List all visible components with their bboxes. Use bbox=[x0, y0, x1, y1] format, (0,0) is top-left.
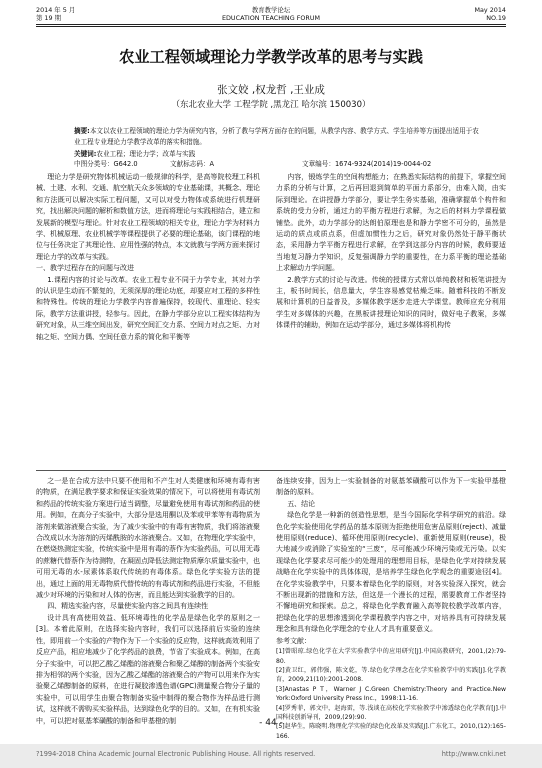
journal-name-cn: 教育教学论坛 bbox=[251, 6, 291, 14]
document-code: 文献标志码：A bbox=[170, 160, 215, 168]
reference-item: [4]罗秀菲，郭文中，赵海雷，等.浅谈在高校化学实验教学中渗透绿色化学教育[J].中国科技创新导刊，2009,(29):90. bbox=[276, 704, 506, 721]
section-heading: 五、结论 bbox=[287, 499, 316, 508]
reference-item: [1]曾昭琼.绿色化学在大学实验教学中的应用研究[J].中国高教研究，2001,(2):79-80. bbox=[276, 648, 506, 665]
paragraph: 理论力学是研究物体机械运动一般规律的科学，是高等院校理工科机械、土建、水利、交通、航空航天众多领域的专业基础课，其概念、理论和方法既可以解决实际工程问题，又可以对受力物体或系统进行机理研究，找出解决问题的解析和数值方法，进而将理论与实践相结合，建立和发展新的模型与理论。针对农业工程领域的相关专业，理论力学为材料力学、机械原理、农业机械学等课程提供了必要的理论基础，该门课程的地位与任务决定了其理论性、应用性强的特点，本文就教与学两方面来探讨理论力学的改革与实践。 bbox=[36, 173, 260, 261]
section-heading: 四、精选实验内容，尽量使实验内容之间具有连续性 bbox=[47, 602, 209, 611]
copyright-text: ?1994-2018 China Academic Journal Electronic Publishing House. All rights reserved. bbox=[36, 750, 316, 758]
body-column-left-top bbox=[36, 172, 260, 466]
references-label: 参考文献： bbox=[276, 636, 311, 645]
issue-number-en: NO.19 bbox=[486, 14, 506, 22]
paragraph: 备连续安排，因为上一实验制备的对氨基苯磺酸可以作为下一实验甲基橙制备的原料。 bbox=[276, 477, 506, 497]
article-title: 农业工程领域理论力学教学改革的思考与实践 bbox=[119, 48, 423, 66]
clc-code: 中图分类号：G642.0 bbox=[74, 160, 138, 168]
section-divider bbox=[36, 470, 506, 471]
paragraph: 1.课程内容的讨论与改革。农业工程专业不同于力学专业，其对力学的认识是生动而不繁复的，无须深厚的理论功底，却要应对工程的多样性和特殊性。传统的理论力学教学内容普遍保持，较现代、重理论、轻实际，教学方法重讲授，轻参与。因此，在静力学部分应以工程实体结构为研究对象，从三维空间出发，研究空间汇交力系、空间力对点之矩、力对轴之矩、空间力偶、空间任意力系的简化和平衡等 bbox=[36, 275, 260, 341]
issue-number: 第 19 期 bbox=[36, 14, 61, 22]
article-authors: 张文姣 ,权龙哲 ,王业成 bbox=[217, 84, 325, 96]
classification-line bbox=[74, 158, 480, 167]
paragraph: 之一是在合成方法中只要不使用和不产生对人类健康和环境有毒有害的物质，在满足教学要求和保证实验效果的情况下，可以将使用有毒试剂和药品的传统实验方案进行适当调整，尽量避免使用有毒试剂和药品的使用。例如，在高分子实验中，大部分是选用酮以及苯或甲苯等有毒物质为溶剂来做溶液聚合实验，为了减少实验中的有毒有害物质，我们将溶液聚合改成以水为溶剂的丙烯酰胺的水溶液聚合。又如，在物理化学实验中，在燃烧热测定实验，传统实验中是用有毒的萘作为实验药品，可以用无毒的蔗糖代替萘作为待测物，在凝固点降低法测定物质摩尔质量实验中，也可用无毒的水-尿素体系取代传统的有毒体系。绿色化学实验方法的提出，通过上面的用无毒物质代替传统的有毒试剂和药品进行实验，不但能减少对环境的污染和对人体的伤害，而且能达到实验教学的目的。 bbox=[36, 477, 260, 600]
reference-item: [3]Anastas P T，Warner J C.Green Chemistry:Theory and Practice.New York:Oxford University Press Inc.，1998:11-16. bbox=[276, 685, 506, 703]
keywords-label: 关键词: bbox=[74, 150, 97, 158]
issue-month-en: May 2014 bbox=[474, 6, 506, 14]
abstract bbox=[74, 126, 480, 147]
reference-item: [2]黄卫红，郭伟强，陈文乾，等.绿色化学理念在化学实验教学中的实践[J].化学教育，2009,21(10):2001-2008. bbox=[276, 666, 506, 684]
paragraph: 绿色化学是一种新的创造性思想，是当今国际化学科学研究的前沿。绿色化学实验使用化学药品的基本原则为拒绝使用危害品原则(reject)、减量使用原则(reduce)、循环使用原则(recycle)、重新使用原则(reuse)，极大地减少或消除了实验室的“三废”，尽可能减少环境污染或无污染。以实现绿色化学要求尽可能少的处理用的理想用目标，是绿色化学对持续发展战略在化学实验中的具体体现，是培养学生绿色化学观念的重要途径[4]。在化学实验教学中，只要本着绿色化学的原则，对各实验深入探究，就会不断出现新的措施和方法，但这是一个漫长的过程，需要教育工作者坚持不懈地研究和探索。总之，将绿色化学教育融入高等院校教学改革内容，把绿色化学的思想渗透到化学课程教学内容之中，对培养具有可持续发展理念和具有绿色化学理念的专业人才具有重要意义。 bbox=[276, 511, 506, 634]
article-number: 文章编号：1674-9324(2014)19-0044-02 bbox=[302, 160, 432, 168]
header-rule-thin bbox=[36, 26, 506, 27]
body-column-right-top bbox=[276, 172, 506, 466]
body-column-right-bottom bbox=[276, 476, 506, 740]
journal-name bbox=[36, 6, 506, 22]
issue-month: 2014 年 5 月 bbox=[36, 6, 76, 14]
keywords-text: 农业工程；理论力学；改革与实践 bbox=[96, 150, 196, 158]
reference-item: [5]赵华生，陈晓明.物理化学实验的绿色化改革及实践[J].广东化工，2010,(12):165-166. bbox=[276, 723, 506, 740]
section-heading: 一、教学过程存在的问题与改进 bbox=[36, 264, 134, 273]
journal-name-en: EDUCATION TEACHING FORUM bbox=[221, 14, 321, 22]
article-affiliation: （东北农业大学 工程学院 ,黑龙江 哈尔滨 150030） bbox=[171, 100, 371, 110]
keywords bbox=[74, 148, 480, 158]
website-link[interactable]: http://www.cnki.net bbox=[441, 750, 506, 758]
cnki-footer bbox=[0, 744, 542, 768]
abstract-text: 本文以农业工程领域的理论力学为研究内容，分析了教与学两方面存在的问题，从教学内容、教学方式、学生培养等方面提出适用于农业工程专业理论力学教学改革的落实和措施。 bbox=[74, 127, 479, 146]
body-column-left-bottom bbox=[36, 476, 260, 725]
issue-date-en bbox=[474, 6, 506, 22]
abstract-label: 摘要: bbox=[74, 127, 90, 135]
page-number: - 44 - bbox=[259, 718, 283, 728]
paragraph: 内容，锻炼学生的空间构想能力；在熟悉实际结构的前提下，掌握空间力系的分析与计算，之后再回退到简单的平面力系部分，由难入简，由实际到理论。在讲授静力学部分，要让学生务实基础，准确掌握单个构件和系统的受力分析，通过力的平衡方程进行求解，为之后的材料力学课程做铺垫。此外，动力学部分的达朗伯原理也是和静力学密不可分的，虽然是运动的质点或质点系，但虚加惯性力之后，研究对象仍然处于静平衡状态，采用静力学平衡方程进行求解，在学到这部分内容的时候，教师要适当地复习静力学知识，反复强调静力学的重要性，在力系平衡的理论基础上求解动力学问题。 bbox=[276, 173, 506, 273]
paragraph: 设计具有高使用效益、低环境毒性的化学品是绿色化学的原则之一[3]。本着此原则，在选择实验内容时，我们可以选择前后实验的连续性，即用前一个实验的产物作为下一个实验的反应物，这样就高效利用了反应产品，相应地减少了化学药品的浪费，节省了实验成本。例如，在高分子实验中，可以把乙酸乙烯酯的溶液聚合和聚乙烯醇的制备两个实验安排为相邻的两个实验，因为乙酸乙烯酯的溶液聚合的产物可以用来作为实验聚乙烯醇制备的原料，在进行凝胶渗透色谱(GPC)测量聚合物分子量的实验中，可以用学生由聚合物制备实验中制得的聚合物作为样品进行测试，这样就不需购买实验样品，达到绿色化学的目的。又如，在有机实验中，可以把对氨基苯磺酸的制备和甲基橙的制 bbox=[36, 613, 260, 725]
header-rule bbox=[36, 24, 506, 25]
paragraph: 2.教学方式的讨论与改进。传统的授课方式常以单纯教材和板笔讲授为主，板书时间长，信息量大，学生容易感觉枯燥乏味。随着科技的不断发展和计算机的日益普及，多媒体教学逐步走进大学课堂。教师应充分利用学生对多媒体的兴趣，在黑板讲授理论知识的同时，做好电子教案，多媒体课件的辅助，例如在运动学部分，通过多媒体将机构传 bbox=[276, 275, 506, 330]
